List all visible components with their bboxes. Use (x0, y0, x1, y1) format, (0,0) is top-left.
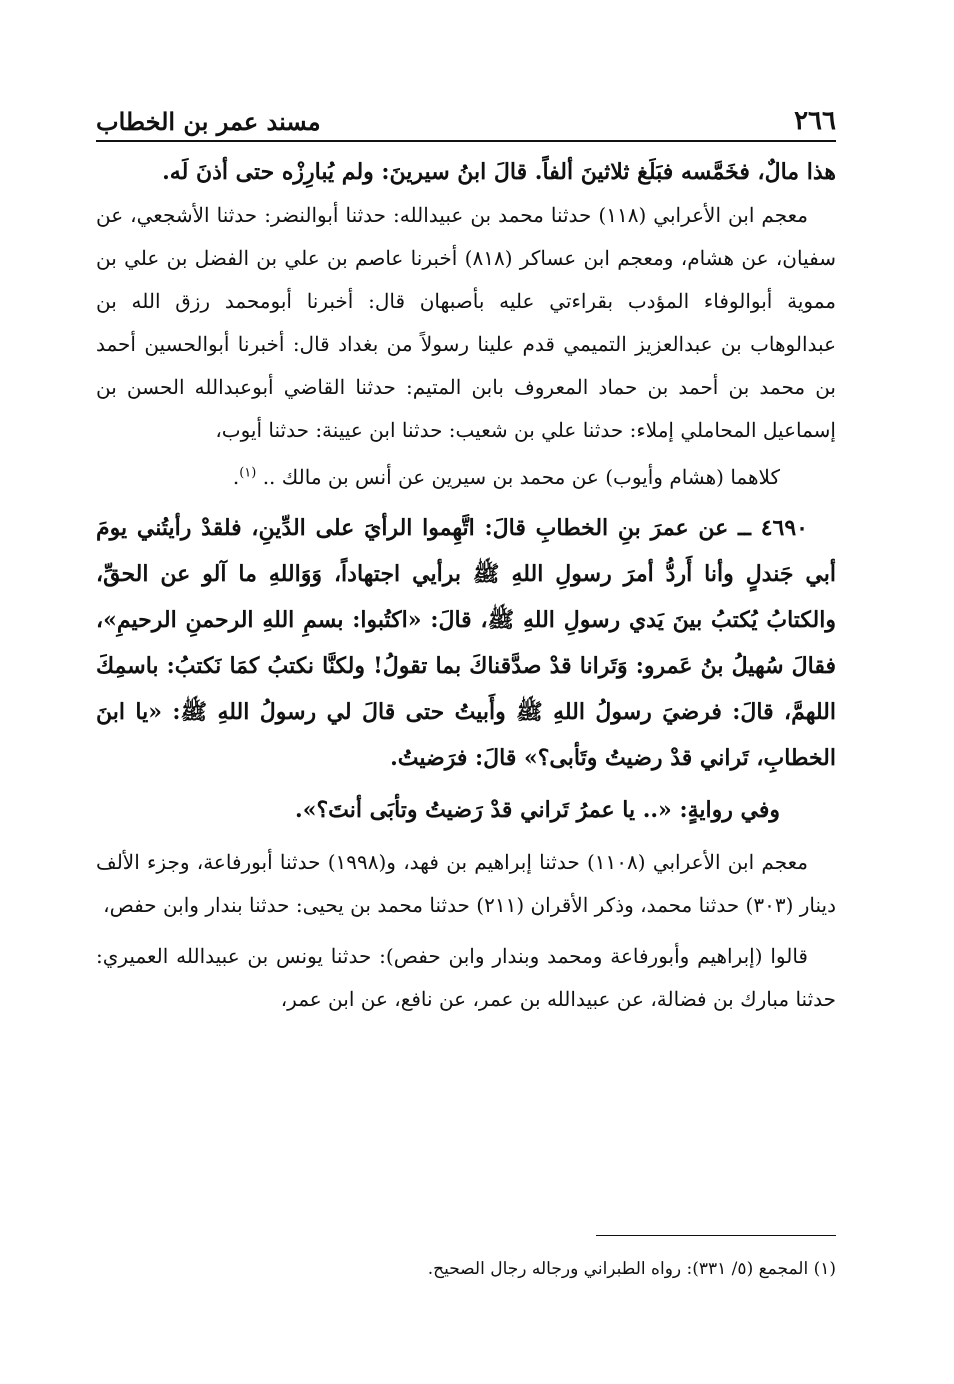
page-number: ٢٦٦ (794, 106, 836, 136)
running-title: مسند عمر بن الخطاب (96, 107, 321, 136)
isnad-paragraph-1: معجم ابن الأعرابي (١١٨) حدثنا محمد بن عبيدالله: حدثنا أبوالنضر: حدثنا الأشجعي، عن سفيان، عن هشام، ومعجم ابن عساكر (٨١٨) أخبرنا عاصم بن علي بن الفضل بن علي بن مموية أبوالوفاء المؤدب بقراءتي عليه بأصبهان قال: أخبرنا أبومحمد رزق الله بن عبدالوهاب بن عبدالعزيز التميمي قدم علينا رسولاً من بغداد قال: أخبرنا أبوالحسين أحمد بن محمد بن أحمد بن حماد المعروف بابن المتيم: حدثنا القاضي أبوعبدالله الحسن بن إسماعيل المحاملي إملاء: حدثنا علي بن شعيب: حدثنا ابن عيينة: حدثنا أيوب، (96, 203, 836, 442)
chain-summary (96, 456, 836, 499)
variant-narration: وفي روايةٍ: «.. يا عمرُ تَراني قدْ رَضيتُ وتأبَى أنتَ؟». (295, 797, 780, 823)
footnote: (١) المجمع (٥/ ٣٣١): رواه الطبراني ورجاله رجال الصحيح. (427, 1259, 836, 1279)
narration-end: هذا مالٌ، فخَمَّسه فبَلَغ ثلاثينَ ألفاً. قالَ ابنُ سيرينَ: ولم يُبارِزْه حتى أذنَ لَه. (162, 159, 836, 185)
footnote-separator (596, 1235, 836, 1236)
page-header (96, 96, 836, 136)
page-body (96, 150, 836, 1235)
chain-summary-text: كلاهما (هشام وأيوب) عن محمد بن سيرين عن أنس بن مالك .. (262, 465, 780, 489)
isnad-paragraph-3: قالوا (إبراهيم وأبورفاعة ومحمد وبندار وابن حفص): حدثنا يونس بن عبيدالله العميري: حدثنا مبارك بن فضالة، عن عبيدالله بن عمر، عن نافع، عن ابن عمر، (96, 944, 836, 1011)
hadith-text: ٤٦٩٠ ــ عن عمرَ بنِ الخطابِ قالَ: اتَّهِموا الرأيَ على الدِّينِ، فلقدْ رأيتُني يومَ أبي جَندلٍ وأنا أَردُّ أمرَ رسولِ اللهِ ﷺ برأيي اجتهاداً، وَوَاللهِ ما آلو عن الحقِّ، والكتابُ يُكتبُ بينَ يَدي رسولِ اللهِ ﷺ، قالَ: «اكتُبوا: بسمِ اللهِ الرحمنِ الرحيمِ»، فقالَ سُهيلُ بنُ عَمرو: وَتَرانا قدْ صدَّقناكَ بما تقولُ! ولكنَّا نكتبُ كمَا نَكتبُ: باسمِكَ اللهمَّ، قالَ: فرضيَ رسولُ اللهِ ﷺ وأَبيتُ حتى قالَ لي رسولُ اللهِ ﷺ: «يا ابنَ الخطابِ، تَراني قدْ رضيتُ وتَأبى؟» قالَ: فرَضيتُ. (96, 515, 836, 771)
footnote-reference[interactable]: (١) (239, 465, 257, 481)
chain-summary-end: . (232, 465, 240, 489)
header-rule (96, 140, 836, 142)
isnad-paragraph-2: معجم ابن الأعرابي (١١٠٨) حدثنا إبراهيم بن فهد، و(١٩٩٨) حدثنا أبورفاعة، وجزء الألف دينار (٣٠٣) حدثنا محمد، وذكر الأقران (٢١١) حدثنا محمد بن يحيى: حدثنا بندار وابن حفص، (96, 850, 836, 917)
